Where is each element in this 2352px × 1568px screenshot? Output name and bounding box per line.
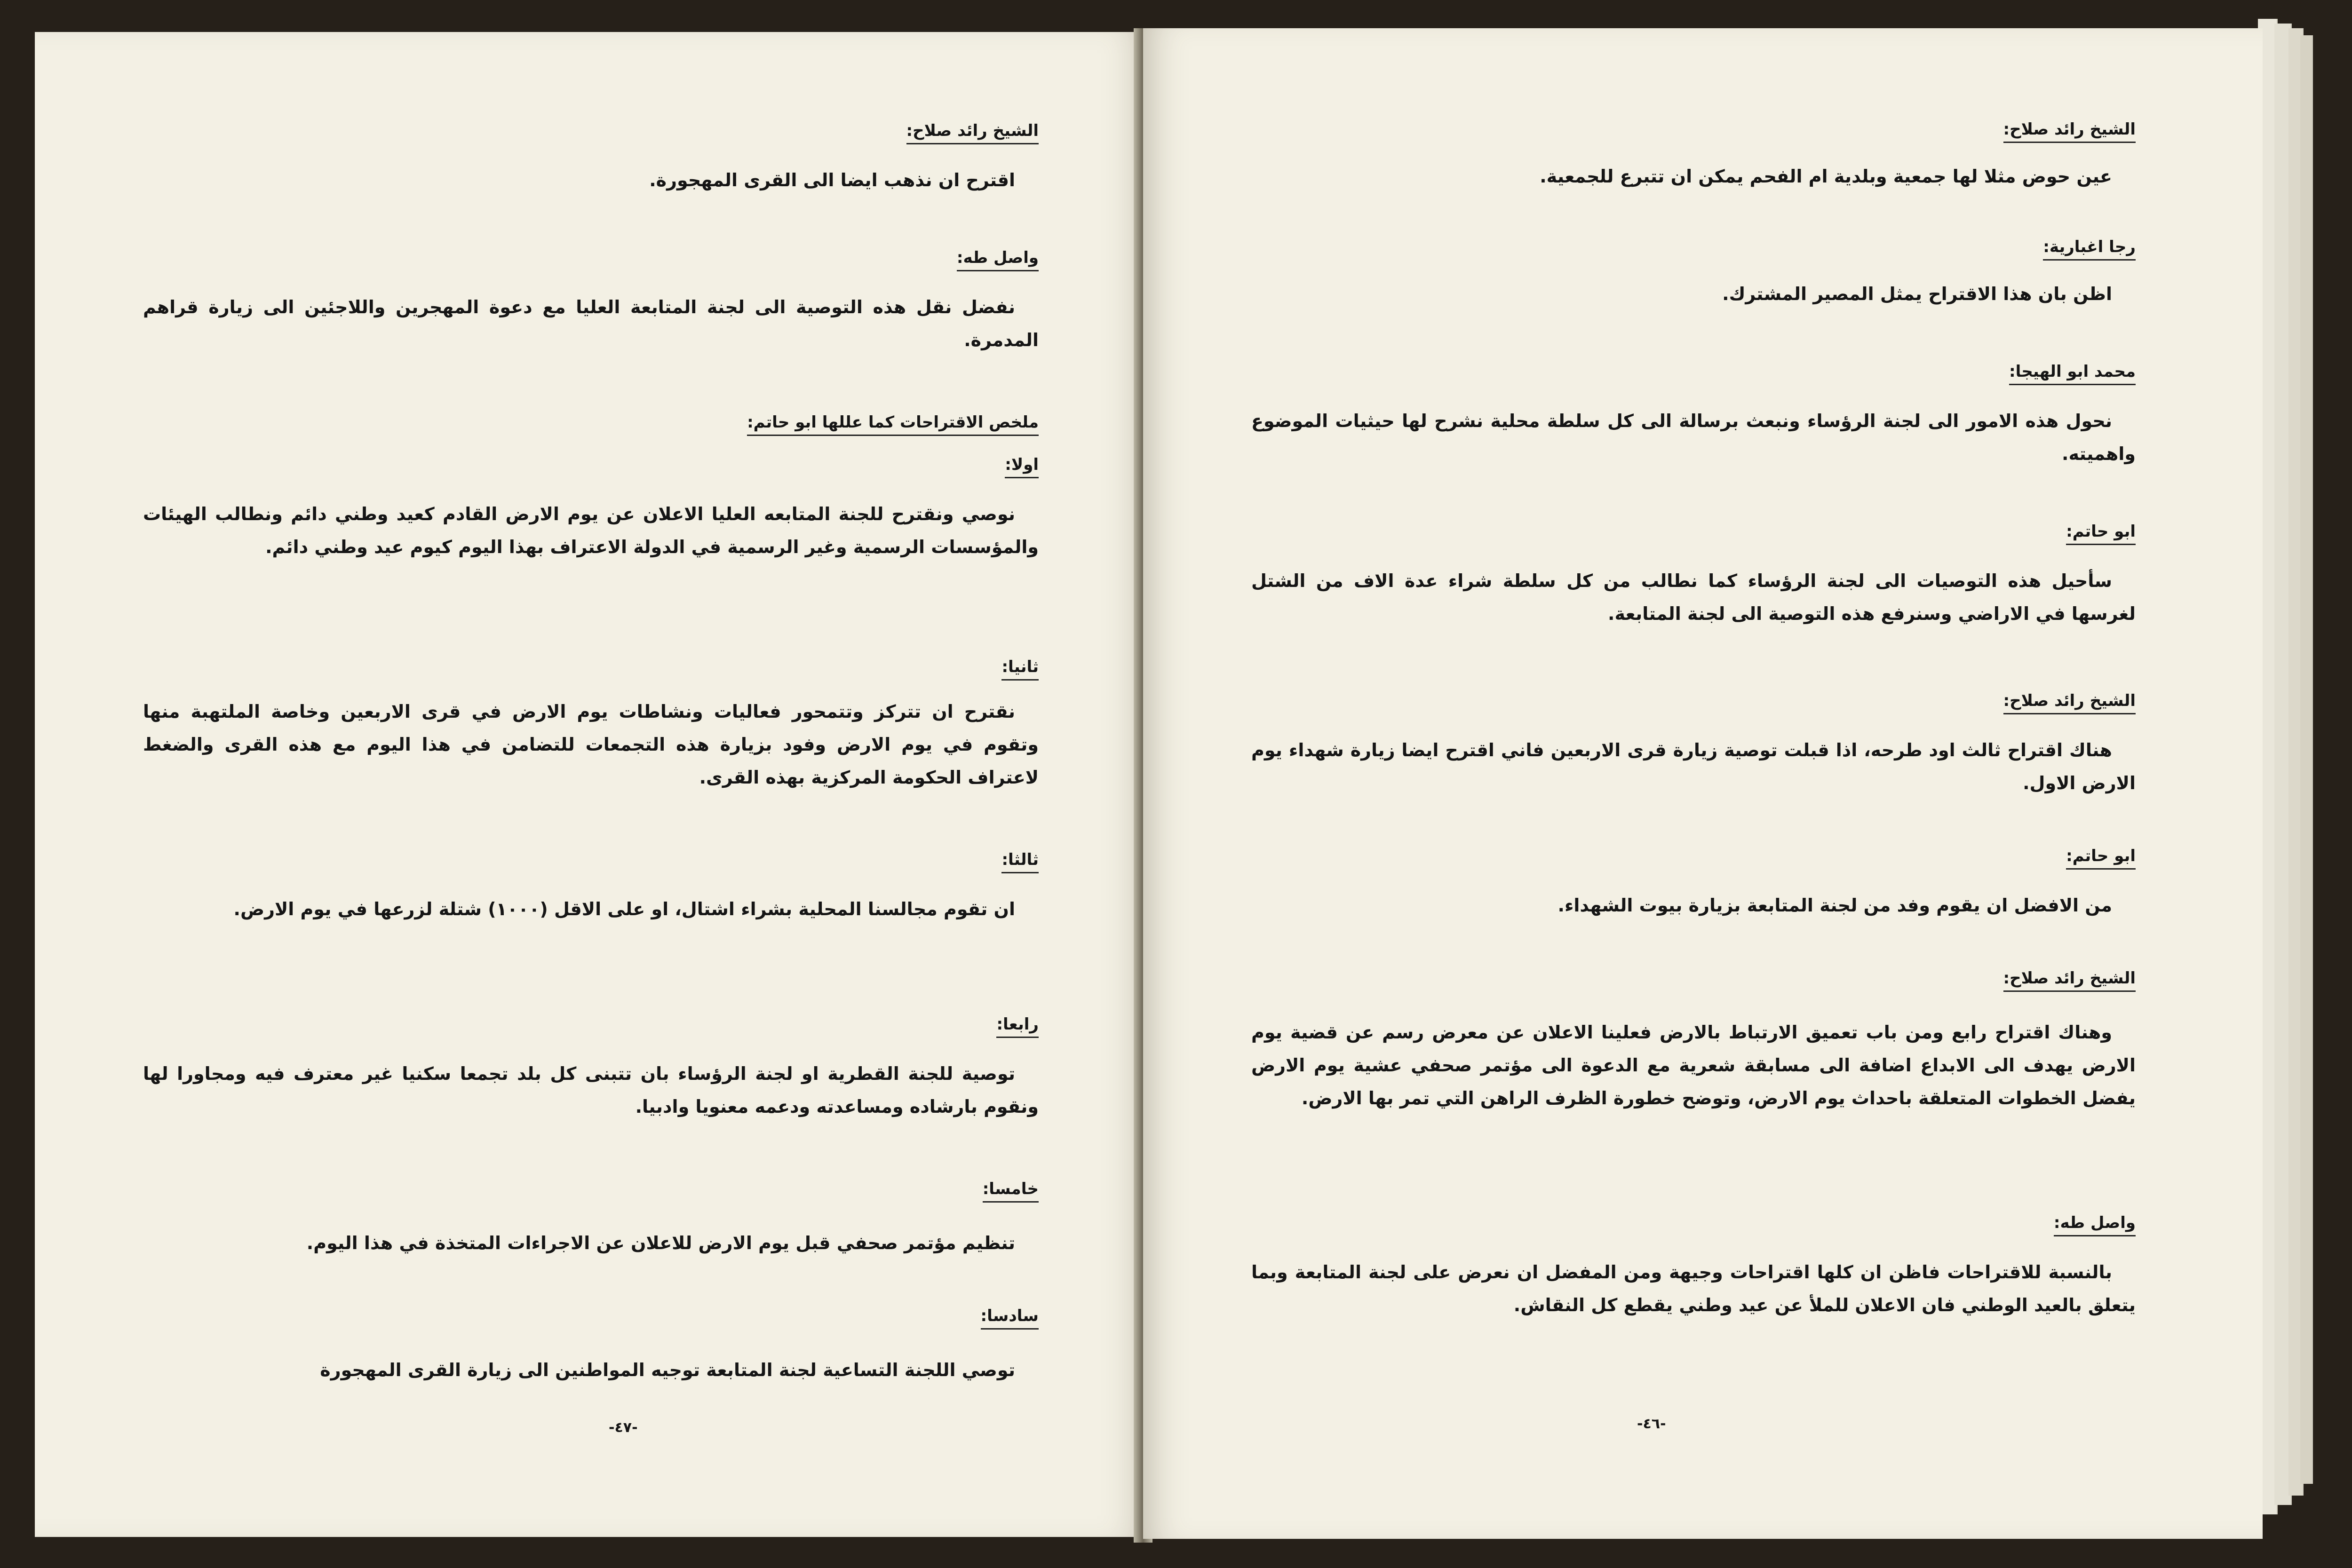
item-label: خامسا: — [983, 1180, 1039, 1203]
speaker-label: واصل طه: — [957, 248, 1039, 271]
right-page — [1143, 28, 2263, 1539]
section-heading: ملخص الاقتراحات كما عللها ابو حاتم: — [747, 413, 1039, 436]
right-page-text-column — [1251, 28, 2136, 1539]
paragraph: اقترح ان نذهب ايضا الى القرى المهجورة. — [649, 170, 1015, 190]
item-label: ثانيا: — [1001, 657, 1039, 681]
page-number: -٤٦- — [1637, 1416, 1666, 1432]
speaker-label: رجا اغبارية: — [2043, 238, 2136, 261]
paragraph: بالنسبة للاقتراحات فاظن ان كلها اقتراحات وجيهة ومن المفضل ان نعرض على لجنة المتابعة وبما يتعلق بالعيد الوطني فان الاعلان للملأ عن عيد وطني يقطع كل النقاش. — [1251, 1262, 2136, 1315]
paragraph: سأحيل هذه التوصيات الى لجنة الرؤساء كما نطالب من كل سلطة شراء عدة الاف من الشتل لغرسها في الاراضي وسنرفع هذه التوصية الى لجنة المتابعة. — [1251, 570, 2136, 624]
paragraph: توصي اللجنة التساعية لجنة المتابعة توجيه المواطنين الى زيارة القرى المهجورة — [320, 1360, 1015, 1380]
item-label: اولا: — [1005, 455, 1039, 478]
left-page — [35, 32, 1147, 1537]
paragraph: وهناك اقتراح رابع ومن باب تعميق الارتباط بالارض فعلينا الاعلان عن معرض رسم عن قضية يوم الارض يهدف الى الابداع اضافة الى مسابقة شعرية مع الدعوة الى مؤتمر صحفي عشية يوم الارض يفضل الخطوات المتعلقة باحداث يوم الارض، وتوضح خطورة الظرف الراهن التي تمر بها الارض. — [1251, 1022, 2136, 1109]
paragraph: هناك اقتراح ثالث اود طرحه، اذا قبلت توصية زيارة قرى الاربعين فاني اقترح ايضا زيارة شهداء يوم الارض الاول. — [1251, 740, 2136, 793]
paragraph: عين حوض مثلا لها جمعية وبلدية ام الفحم يمكن ان تتبرع للجمعية. — [1540, 166, 2112, 187]
speaker-label: الشيخ رائد صلاح: — [2003, 969, 2136, 992]
paragraph: توصية للجنة القطرية او لجنة الرؤساء بان تتبنى كل بلد تجمعا سكنيا غير معترف فيه ومجاورا لها ونقوم بارشاده ومساعدته ودعمه معنويا وادبيا. — [143, 1063, 1039, 1117]
paragraph: نحول هذه الامور الى لجنة الرؤساء ونبعث برسالة الى كل سلطة محلية نشرح لها حيثيات الموضوع واهميته. — [1251, 411, 2136, 464]
paragraph: من الافضل ان يقوم وفد من لجنة المتابعة بزيارة بيوت الشهداء. — [1557, 895, 2112, 916]
paragraph: اظن بان هذا الاقتراح يمثل المصير المشترك. — [1722, 284, 2112, 304]
paragraph: ان تقوم مجالسنا المحلية بشراء اشتال، او على الاقل (١٠٠٠) شتلة لزرعها في يوم الارض. — [233, 899, 1015, 919]
speaker-label: الشيخ رائد صلاح: — [906, 121, 1039, 144]
paragraph: نقترح ان تتركز وتتمحور فعاليات ونشاطات يوم الارض في قرى الاربعين وخاصة الملتهبة منها وتقوم في يوم الارض وفود بزيارة هذه التجمعات للتضامن في هذا اليوم مع هذه القرى والضغط لاعتراف الحكومة المركزية بهذه القرى. — [143, 701, 1039, 788]
page-number: -٤٧- — [609, 1419, 638, 1436]
item-label: سادسا: — [981, 1307, 1039, 1330]
left-page-text-column — [143, 32, 1039, 1537]
speaker-label: محمد ابو الهيجا: — [2009, 362, 2136, 385]
page-stack-edge — [2300, 35, 2313, 1484]
paragraph: نفضل نقل هذه التوصية الى لجنة المتابعة العليا مع دعوة المهجرين واللاجئين الى زيارة قراهم المدمرة. — [143, 297, 1039, 350]
speaker-label: الشيخ رائد صلاح: — [2003, 691, 2136, 714]
speaker-label: واصل طه: — [2054, 1213, 2136, 1236]
item-label: رابعا: — [996, 1015, 1039, 1038]
paragraph: تنظيم مؤتمر صحفي قبل يوم الارض للاعلان عن الاجراءات المتخذة في هذا اليوم. — [306, 1233, 1015, 1253]
speaker-label: ابو حاتم: — [2066, 522, 2136, 545]
speaker-label: ابو حاتم: — [2066, 847, 2136, 870]
item-label: ثالثا: — [1001, 850, 1039, 873]
paragraph: نوصي ونقترح للجنة المتابعه العليا الاعلان عن يوم الارض القادم كعيد وطني دائم ونطالب الهيئات والمؤسسات الرسمية وغير الرسمية في الدولة الاعتراف بهذا اليوم كيوم عيد وطني دائم. — [143, 504, 1039, 557]
speaker-label: الشيخ رائد صلاح: — [2003, 120, 2136, 143]
